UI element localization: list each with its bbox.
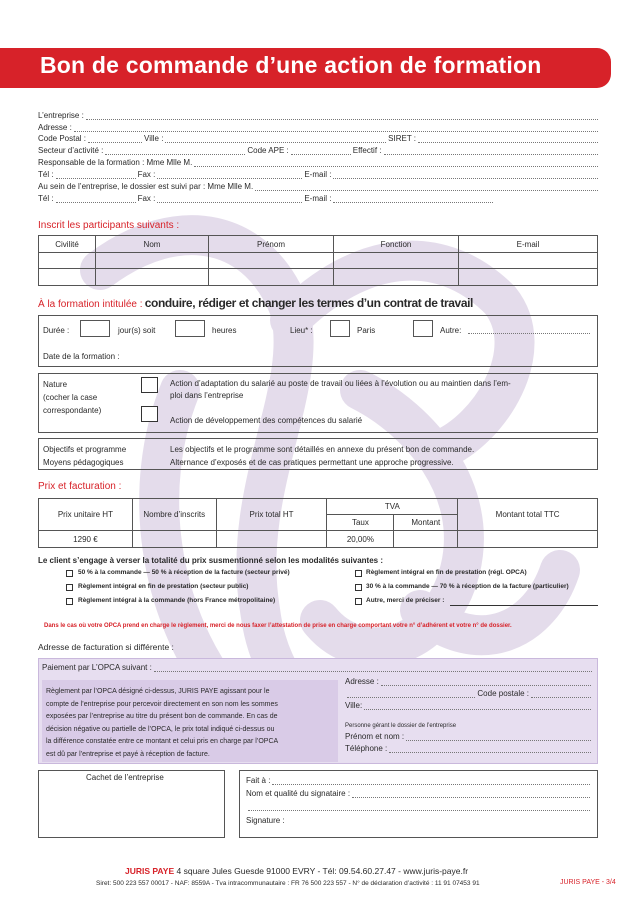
col-ttc: Montant total TTC (458, 499, 598, 531)
prix-table (38, 498, 598, 548)
col-email: E-mail (459, 236, 598, 253)
blank-line-field[interactable] (246, 802, 592, 814)
objectifs-text: Les objectifs et le programme sont détaillés en annexe du présent bon de commande. Alternance d’exposés et de cas pratiques permettant une approche progressive. (170, 445, 475, 467)
prix-unitaire-value: 1290 € (39, 531, 133, 548)
field-tel-fax-email[interactable]: Tél : Fax : E-mail : (38, 170, 600, 182)
modalite-label: 50 % à la commande — 50 % à réception de la facture (secteur privé) (78, 569, 290, 576)
autre-label: Autre: (440, 326, 462, 335)
opca-field[interactable]: Paiement par L’OPCA suivant : (42, 663, 594, 675)
modalite-checkbox[interactable] (355, 570, 362, 577)
opca-prenom-field[interactable]: Prénom et nom : (345, 732, 593, 744)
modalite-label: 30 % à la commande — 70 % à réception de la facture (particulier) (366, 583, 569, 590)
heures-input[interactable] (175, 320, 205, 337)
jours-input[interactable] (80, 320, 110, 337)
footer-address: JURIS PAYE 4 square Jules Guesde 91000 EVRY - Tél: 09.54.60.27.47 - www.juris-paye.fr (125, 866, 469, 876)
footer-legal: Siret: 500 223 557 00017 - NAF: 8559A - Tva intracommunautaire : FR 76 500 223 557 - N° de déclaration d’activité : 11 91 07453 91 (96, 880, 480, 887)
col-nom: Nom (96, 236, 209, 253)
signature-label: Signature : (246, 816, 285, 825)
col-montant: Montant (394, 515, 458, 531)
field-secteur[interactable]: Secteur d’activité : Code APE : Effectif : (38, 146, 600, 158)
opca-cp-field[interactable]: Code postale : (345, 689, 593, 701)
autre-field[interactable] (468, 333, 590, 334)
opca-note: Dans le cas où votre OPCA prend en charge le règlement, merci de nous faxer l’attestation de prise en charge comportant votre n° d’adhérent et votre n° de dossier. (44, 623, 512, 629)
signataire-field[interactable]: Nom et qualité du signataire : (246, 789, 592, 801)
modalite-checkbox[interactable] (66, 584, 73, 591)
participants-table (38, 235, 598, 286)
opca-adresse-field[interactable]: Adresse : (345, 677, 593, 689)
col-prix-unitaire: Prix unitaire HT (39, 499, 133, 531)
taux-value: 20,00% (327, 531, 394, 548)
modalite-checkbox[interactable] (355, 598, 362, 605)
table-row[interactable] (39, 531, 598, 548)
duree-box (38, 315, 598, 367)
col-nombre: Nombre d’inscrits (132, 499, 216, 531)
opca-ville-field[interactable]: Ville: (345, 701, 593, 713)
col-taux: Taux (327, 515, 394, 531)
page-number: JURIS PAYE - 3/4 (560, 879, 616, 886)
field-tel-fax-email-2[interactable]: Tél : Fax : E-mail : (38, 194, 600, 206)
field-adresse[interactable]: Adresse : (38, 123, 600, 135)
modalite-label: Autre, merci de préciser : (366, 597, 445, 604)
modalite-checkbox[interactable] (66, 598, 73, 605)
col-prenom: Prénom (209, 236, 334, 253)
prix-heading: Prix et facturation : (38, 481, 122, 492)
opca-personne-label: Personne gérant le dossier de l’entreprise (345, 723, 457, 729)
heures-label: heures (212, 326, 237, 335)
fait-a-field[interactable]: Fait à : (246, 776, 592, 788)
page-title: Bon de commande d’une action de formation (40, 52, 542, 78)
formation-name: conduire, rédiger et changer les termes d’un contrat de travail (144, 296, 473, 310)
autre-checkbox[interactable] (413, 320, 433, 337)
col-fonction: Fonction (334, 236, 459, 253)
field-responsable[interactable]: Responsable de la formation : Mme Mlle M. (38, 158, 600, 170)
paris-label: Paris (357, 326, 376, 335)
field-entreprise[interactable]: L’entreprise : (38, 111, 600, 123)
field-suivi[interactable]: Au sein de l’entreprise, le dossier est suivi par : Mme Mlle M. (38, 182, 600, 194)
modalite-checkbox[interactable] (355, 584, 362, 591)
objectifs-label: Objectifs et programme Moyens pédagogiques (43, 445, 127, 467)
formation-line: À la formation intitulée : conduire, rédiger et changer les termes d’un contrat de travail (38, 296, 473, 310)
participants-heading: Inscrit les participants suivants : (38, 220, 180, 231)
duree-label: Durée : (43, 326, 70, 335)
col-prix-total: Prix total HT (216, 499, 327, 531)
nature-label: Nature (cocher la case correspondante) (43, 380, 102, 415)
modalite-checkbox[interactable] (66, 570, 73, 577)
jours-label: jour(s) soit (118, 326, 156, 335)
nature-adaptation-checkbox[interactable] (141, 377, 158, 393)
opca-telephone-field[interactable]: Téléphone : (345, 744, 593, 756)
autre-preciser-field[interactable] (450, 605, 598, 606)
nature-developpement-checkbox[interactable] (141, 406, 158, 422)
date-label: Date de la formation : (43, 352, 120, 361)
opca-text: Règlement par l’OPCA désigné ci-dessus, JURIS PAYE agissant pour le compte de l’entreprise pour percevoir directement en son nom les sommes exposées par l’entreprise au titre du présent bon de commande. En cas de décision négative ou partielle de l’OPCA, le prix total indiqué ci-dessus ou la différence constatée entre ce montant et celui pris en charge par l’OPCA est dû par l’entreprise et payé à réception de facture. (46, 688, 279, 758)
table-row[interactable] (39, 253, 598, 269)
engagement-title: Le client s’engage à verser la totalité du prix susmentionné selon les modalités suivantes : (38, 556, 383, 565)
cachet-label: Cachet de l’entreprise (86, 773, 164, 782)
field-cp-ville-siret[interactable]: Code Postal : Ville : SIRET : (38, 134, 600, 146)
lieu-label: Lieu* : (290, 326, 313, 335)
modalite-label: Règlement intégral en fin de prestation (secteur public) (78, 583, 249, 590)
table-row[interactable] (39, 269, 598, 286)
paris-checkbox[interactable] (330, 320, 350, 337)
nature-opt1: Action d’adaptation du salarié au poste de travail ou liées à l’évolution ou au maintien dans l’em- ploi dans l’entreprise (170, 379, 511, 400)
adresse-facturation-label: Adresse de facturation si différente : (38, 642, 174, 652)
nature-opt2: Action de développement des compétences du salarié (170, 416, 363, 425)
col-civilite: Civilité (39, 236, 96, 253)
modalite-label: Règlement intégral à la commande (hors France métropolitaine) (78, 597, 276, 604)
col-tva: TVA (327, 499, 458, 515)
modalite-label: Règlement intégral en fin de prestation (régl. OPCA) (366, 569, 527, 576)
